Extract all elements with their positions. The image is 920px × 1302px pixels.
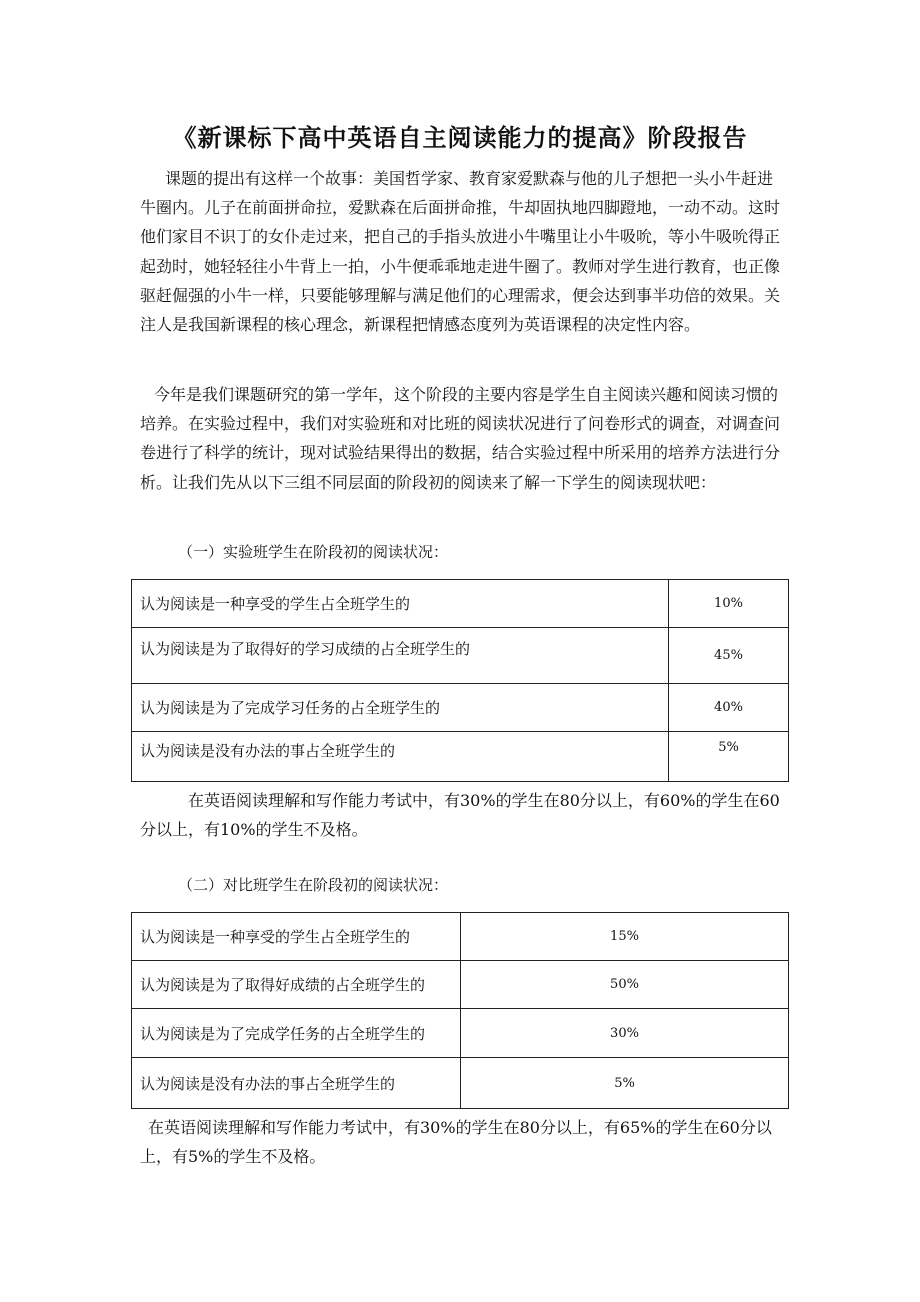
row-label: 认为阅读是一种享受的学生占全班学生的 — [132, 913, 461, 961]
row-label: 认为阅读是没有办法的事占全班学生的 — [132, 732, 669, 782]
row-value: 15% — [461, 913, 789, 961]
row-label: 认为阅读是一种享受的学生占全班学生的 — [132, 580, 669, 628]
table-row — [132, 961, 789, 1009]
table-row — [132, 1058, 789, 1109]
table-row — [132, 580, 789, 628]
experimental-class-table — [131, 579, 789, 782]
experimental-class-exam-note: 在英语阅读理解和写作能力考试中，有30%的学生在80分以上，有60%的学生在60分以上，有10%的学生不及格。 — [140, 791, 780, 839]
row-label: 认为阅读是为了完成学习任务的占全班学生的 — [132, 684, 669, 732]
row-value: 10% — [669, 580, 789, 628]
table-row — [132, 684, 789, 732]
row-value: 5% — [461, 1058, 789, 1109]
row-label: 认为阅读是为了取得好的学习成绩的占全班学生的 — [132, 628, 669, 684]
row-value: 50% — [461, 961, 789, 1009]
table-row — [132, 628, 789, 684]
intro-paragraph-research: 今年是我们课题研究的第一学年，这个阶段的主要内容是学生自主阅读兴趣和阅读习惯的培养。在实验过程中，我们对实验班和对比班的阅读状况进行了问卷形式的调查，对调查问卷进行了科学的统计，现对试验结果得出的数据，结合实验过程中所采用的培养方法进行分析。让我们先从以下三组不同层面的阶段初的阅读来了解一下学生的阅读现状吧： — [140, 385, 781, 492]
row-value: 30% — [461, 1009, 789, 1058]
section-heading-control-class: （二）对比班学生在阶段初的阅读状况： — [178, 876, 449, 894]
section-heading-experimental-class: （一）实验班学生在阶段初的阅读状况： — [178, 543, 449, 561]
table-row — [132, 732, 789, 782]
intro-paragraph-story: 课题的提出有这样一个故事：美国哲学家、教育家爱默森与他的儿子想把一头小牛赶进牛圈内。儿子在前面拼命拉，爱默森在后面拼命推，牛却固执地四脚蹬地，一动不动。这时他们家目不识丁的女仆走过来，把自己的手指头放进小牛嘴里让小牛吸吮，等小牛吸吮得正起劲时，她轻轻往小牛背上一拍，小牛便乖乖地走进牛圈了。教师对学生进行教育，也正像驱赶倔强的小牛一样，只要能够理解与满足他们的心理需求，便会达到事半功倍的效果。关注人是我国新课程的核心理念，新课程把情感态度列为英语课程的决定性内容。 — [140, 169, 781, 335]
row-value: 5% — [669, 732, 789, 782]
document-title: 《新课标下高中英语自主阅读能力的提高》阶段报告 — [172, 124, 748, 152]
row-label: 认为阅读是为了取得好成绩的占全班学生的 — [132, 961, 461, 1009]
control-class-exam-note: 在英语阅读理解和写作能力考试中，有30%的学生在80分以上，有65%的学生在60分以上，有5%的学生不及格。 — [140, 1118, 772, 1166]
table-row — [132, 913, 789, 961]
row-label: 认为阅读是没有办法的事占全班学生的 — [132, 1058, 461, 1109]
row-value: 45% — [669, 628, 789, 684]
row-label: 认为阅读是为了完成学任务的占全班学生的 — [132, 1009, 461, 1058]
row-value: 40% — [669, 684, 789, 732]
table-row — [132, 1009, 789, 1058]
control-class-table — [131, 912, 789, 1109]
